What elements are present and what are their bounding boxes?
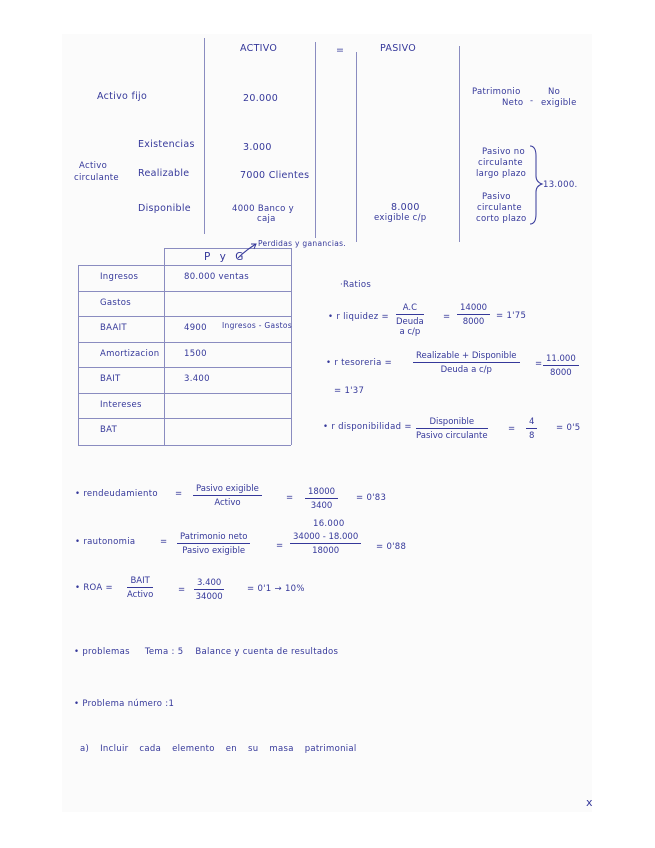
endeudamiento-fraction: Pasivo exigible Activo <box>193 484 262 508</box>
pyg-row-label: Amortizacion <box>100 348 160 359</box>
autonomia-result: = 0'88 <box>376 542 407 552</box>
pyg-row-value: 4900 <box>184 323 207 333</box>
autonomia-fraction-2: $\frac{34000 - 18.000}{18000}$ <box>290 532 361 556</box>
problema-numero: • Problema número :1 <box>74 699 175 709</box>
disponible-value-l1: 4000 Banco y <box>232 204 294 214</box>
autonomia-fraction: Patrimonio neto Pasivo exigible <box>177 532 250 556</box>
pyg-note-arrow <box>238 244 256 258</box>
autonomia-above: 16.000 <box>313 519 345 529</box>
realizable-value: 7000 Clientes <box>240 170 310 181</box>
autonomia-eq1: = <box>160 537 168 547</box>
endeudamiento-result: = 0'83 <box>356 493 387 503</box>
disponibilidad-label: • r disponibilidad = <box>323 422 412 432</box>
autonomia-label: • rautonomia <box>75 537 136 547</box>
pasivo-c-l3: corto plazo <box>476 214 527 224</box>
disponible-label: Disponible <box>138 203 191 214</box>
col-activo: ACTIVO <box>240 43 278 54</box>
pasivo-nc-l1: Pasivo no <box>482 147 525 157</box>
endeudamiento-label: • rendeudamiento <box>75 489 158 499</box>
no-exigible-l1: No <box>548 87 561 97</box>
pyg-row-note: Ingresos - Gastos <box>222 321 292 330</box>
activo-fijo-value: 20.000 <box>243 93 279 104</box>
equals-sign: = <box>336 45 345 56</box>
activo-circulante-l2: circulante <box>74 173 119 183</box>
incluir-line: a) Incluir cada elemento en su masa patrimonial <box>80 744 357 754</box>
patrimonio-l1: Patrimonio <box>472 87 521 97</box>
pasivo-c-l2: circulante <box>477 203 522 213</box>
pasivo-c-l1: Pasivo <box>482 192 511 202</box>
tesoreria-label: • r tesoreria = <box>326 358 393 368</box>
tesoreria-fraction-2: $\frac{11.000}{8000}$ <box>543 354 579 378</box>
disponible-value-l2: caja <box>257 214 276 224</box>
liquidez-result: = 1'75 <box>496 311 527 321</box>
endeudamiento-eq2: = <box>286 493 294 503</box>
autonomia-eq2: = <box>276 541 284 551</box>
roa-fraction-2: $\frac{3.400}{34000}$ <box>195 578 223 602</box>
pyg-title: P y G <box>204 251 247 263</box>
tesoreria-eq: = <box>535 359 543 369</box>
pasivo-nc-l2: circulante <box>478 158 523 168</box>
disponibilidad-fraction: Disponible Pasivo circulante <box>416 417 488 441</box>
col-pasivo: PASIVO <box>380 43 417 54</box>
pyg-row-label: BAIT <box>100 374 121 384</box>
roa-result: = 0'1 → 10% <box>247 584 305 594</box>
liquidez-eq: = <box>443 312 451 322</box>
activo-circulante-l1: Activo <box>79 161 108 171</box>
pyg-row-label: BAAIT <box>100 323 127 333</box>
problemas-line: • problemas Tema : 5 Balance y cuenta de resultados <box>74 647 339 657</box>
liquidez-label: • r liquidez = <box>328 312 389 322</box>
realizable-label: Realizable <box>138 168 190 179</box>
brace-total: 13.000. <box>543 180 578 190</box>
pyg-row-label: BAT <box>100 425 118 435</box>
right-brace <box>530 146 542 224</box>
pyg-row-value: 1500 <box>184 348 207 359</box>
roa-fraction: BAIT Activo <box>127 576 154 600</box>
pyg-row-value: 3.400 <box>184 374 210 384</box>
existencias-value: 3.000 <box>243 142 272 153</box>
roa-label: • ROA = <box>75 583 113 593</box>
roa-eq: = <box>178 585 186 595</box>
dash: - <box>530 96 534 106</box>
page-mark: x <box>586 796 593 809</box>
endeudamiento-fraction-2: $\frac{18000}{3400}$ <box>305 487 338 511</box>
patrimonio-l2: Neto <box>502 98 524 108</box>
pyg-row-label: Gastos <box>100 297 131 308</box>
exigible-cp-label: exigible c/p <box>374 213 427 223</box>
exigible-cp-value: 8.000 <box>391 202 420 213</box>
pasivo-nc-l3: largo plazo <box>476 169 527 179</box>
activo-fijo-label: Activo fijo <box>97 91 148 102</box>
pyg-note: Perdidas y ganancias. <box>258 239 346 248</box>
disponibilidad-result: = 0'5 <box>556 423 581 433</box>
existencias-label: Existencias <box>138 139 195 150</box>
disponibilidad-fraction-2: $\frac{4}{8}$ <box>526 417 537 441</box>
liquidez-fraction-2: $\frac{14000}{8000}$ <box>457 303 490 327</box>
liquidez-fraction: A.C Deuda a c/p <box>396 303 424 337</box>
no-exigible-l2: exigible <box>541 98 577 108</box>
pyg-row-label: Ingresos <box>100 272 139 282</box>
tesoreria-result: = 1'37 <box>334 386 365 396</box>
tesoreria-fraction: Realizable + Disponible Deuda a c/p <box>413 351 520 375</box>
pyg-row-value: 80.000 ventas <box>184 272 249 282</box>
pyg-row-label: Intereses <box>100 399 142 410</box>
endeudamiento-eq1: = <box>175 489 183 499</box>
disponibilidad-eq: = <box>508 424 516 434</box>
ratios-heading: ·Ratios <box>340 280 372 290</box>
